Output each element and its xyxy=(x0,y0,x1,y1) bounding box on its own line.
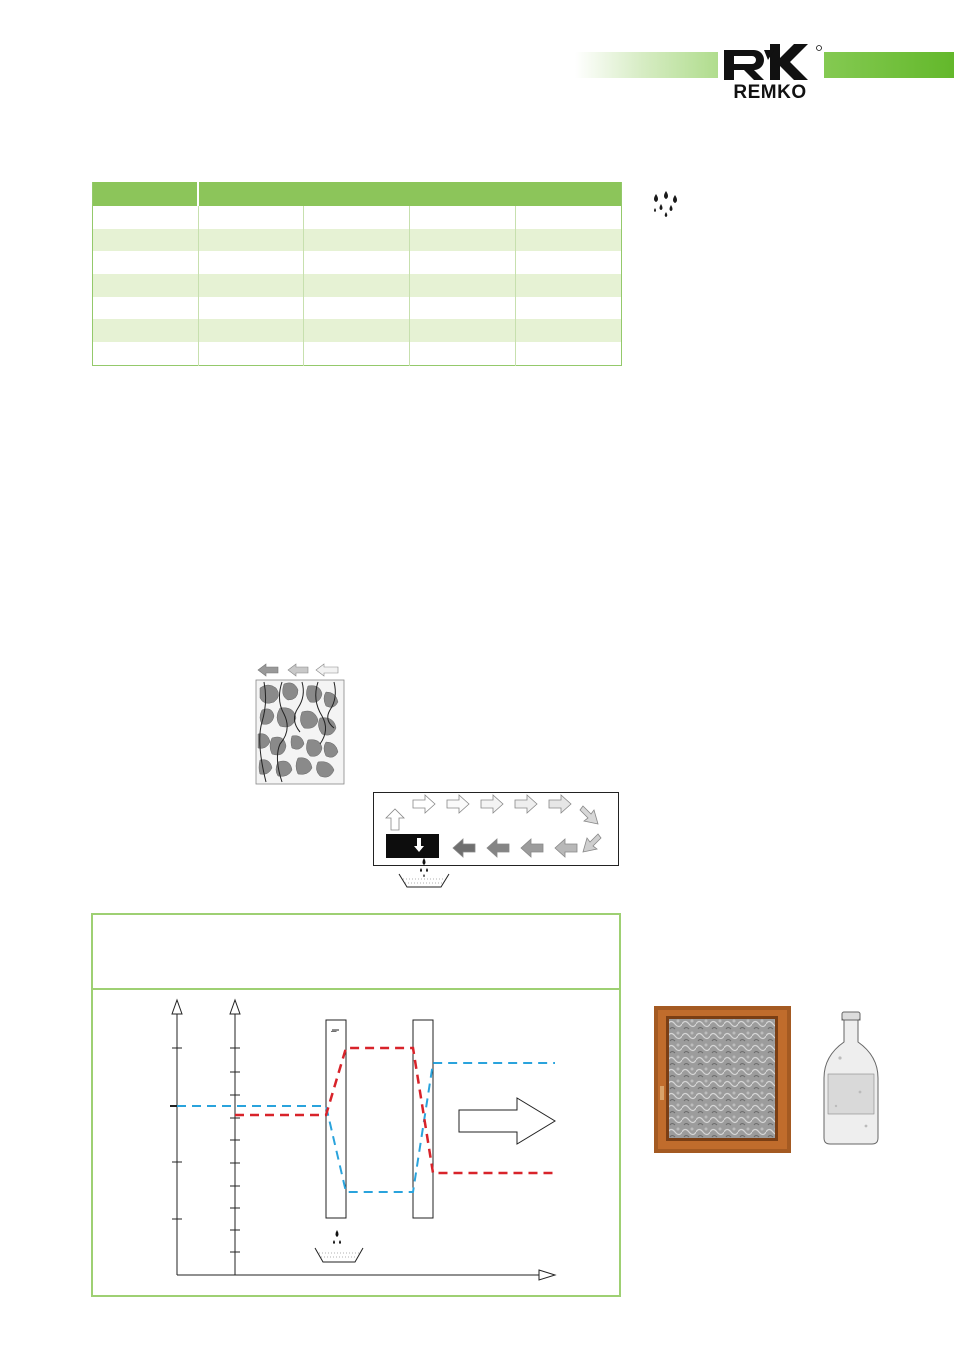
right-arrow-icon xyxy=(549,795,571,813)
table-cell xyxy=(198,206,304,229)
table-cell xyxy=(410,251,516,274)
minus-label: – xyxy=(331,1026,337,1037)
table-cell xyxy=(304,297,410,320)
water-drops-icon xyxy=(650,190,682,220)
table-cell xyxy=(198,319,304,342)
table-header-cell xyxy=(198,182,622,206)
left-arrow-icon xyxy=(555,839,577,857)
table-cell xyxy=(93,342,199,365)
dehumidification-process-diagram xyxy=(93,990,620,1295)
left-arrow-icon xyxy=(453,839,475,857)
right-arrow-icon xyxy=(515,795,537,813)
table-cell xyxy=(516,251,622,274)
porous-material-figure xyxy=(254,662,346,786)
table-cell xyxy=(304,274,410,297)
table-cell xyxy=(93,274,199,297)
table-cell xyxy=(304,206,410,229)
table-cell xyxy=(516,206,622,229)
table-header-cell xyxy=(93,182,199,206)
table-cell xyxy=(93,297,199,320)
table-header-row xyxy=(93,182,622,206)
table-cell xyxy=(198,229,304,252)
table-cell xyxy=(410,319,516,342)
table-cell xyxy=(93,251,199,274)
right-arrow-icon xyxy=(447,795,469,813)
airflow-figure xyxy=(373,792,620,892)
y-axis-arrow-icon xyxy=(172,1000,182,1014)
condenser-block xyxy=(413,1020,433,1218)
window-handle-icon xyxy=(660,1086,664,1100)
table-cell xyxy=(516,319,622,342)
table-cell xyxy=(410,274,516,297)
down-right-arrow-icon xyxy=(580,806,598,824)
data-table xyxy=(92,182,622,366)
table-cell xyxy=(304,319,410,342)
table-row xyxy=(93,206,622,229)
drip-tray-icon xyxy=(315,1248,363,1262)
table-row xyxy=(93,342,622,365)
table-row xyxy=(93,251,622,274)
water-drops-icon xyxy=(333,1230,341,1244)
y-axis-arrow-icon xyxy=(230,1000,240,1014)
evaporator-block xyxy=(326,1020,346,1218)
table-row xyxy=(93,274,622,297)
table-cell xyxy=(93,319,199,342)
table-cell xyxy=(516,274,622,297)
table-cell xyxy=(410,297,516,320)
table-cell xyxy=(304,229,410,252)
table-cell xyxy=(93,206,199,229)
brand-name: REMKO xyxy=(720,82,820,104)
bottle-illustration xyxy=(820,1010,882,1146)
table-cell xyxy=(410,206,516,229)
table-cell xyxy=(516,342,622,365)
table-cell xyxy=(198,297,304,320)
table-cell xyxy=(198,274,304,297)
table-cell xyxy=(198,342,304,365)
table-cell xyxy=(198,251,304,274)
right-arrow-icon xyxy=(481,795,503,813)
table-row xyxy=(93,319,622,342)
table-cell xyxy=(93,229,199,252)
vapor-arrow-icon xyxy=(258,664,338,676)
table-cell xyxy=(410,229,516,252)
cold-surface-block xyxy=(386,834,439,858)
x-axis-arrow-icon xyxy=(539,1270,555,1280)
down-left-arrow-icon xyxy=(583,834,601,852)
table-cell xyxy=(516,297,622,320)
table-cell xyxy=(304,342,410,365)
table-cell xyxy=(516,229,622,252)
flow-direction-arrow-icon xyxy=(459,1098,555,1144)
water-drops-icon xyxy=(420,858,428,877)
left-arrow-icon xyxy=(521,839,543,857)
up-arrow-icon xyxy=(386,809,404,830)
window-illustration xyxy=(654,1006,791,1153)
table-row xyxy=(93,229,622,252)
table-cell xyxy=(410,342,516,365)
table-row xyxy=(93,297,622,320)
table-cell xyxy=(304,251,410,274)
right-arrow-icon xyxy=(413,795,435,813)
left-arrow-icon xyxy=(487,839,509,857)
